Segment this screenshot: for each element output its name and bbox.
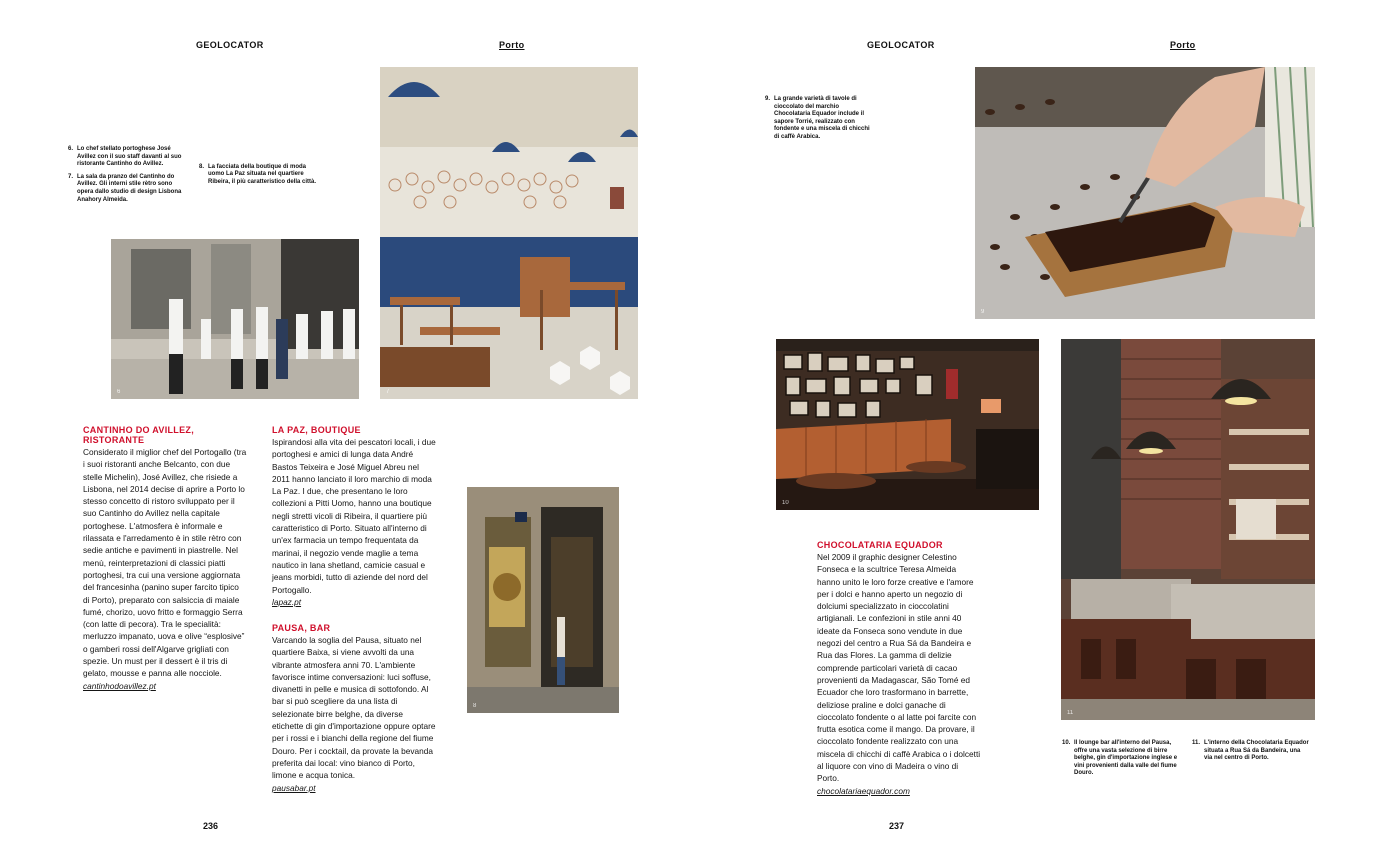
- right-page-number: 237: [889, 821, 905, 831]
- article-la-paz-body: Ispirandosi alla vita dei pescatori locali, i due portoghesi e amici di lunga data André Bastos Teixeira e José Miguel Abreu nel 2011 hanno lanciato il loro marchio di moda La Paz. I due, che presentano le loro collezioni a Pitti Uomo, hanno una boutique negli stretti vicoli di Ribeira, il quartiere più caratteristico di Porto. Situato all'interno di un'ex farmacia un tempo frequentata da marinai, il negozio vende maglie a tema nautico in lana shetland, camicie casual e jeans morbidi, tutto di aziende del nord del Portogallo.: [272, 437, 436, 595]
- photo-chef-staff: 6: [111, 239, 359, 399]
- photo-chocolataria-interior: 11: [1061, 339, 1315, 720]
- article-la-paz-title: LA PAZ, BOUTIQUE: [272, 425, 361, 435]
- left-header-city: Porto: [499, 40, 525, 50]
- photo-restaurant-interior: 7: [380, 67, 638, 399]
- caption-6: 6. Lo chef stellato portoghese José Avillez con il suo staff davanti al suo ristorante Cantinho do Avillez.: [68, 146, 182, 168]
- article-la-paz: [272, 425, 436, 608]
- left-header-section: GEOLOCATOR: [196, 40, 264, 50]
- right-header-section: GEOLOCATOR: [867, 40, 935, 50]
- article-equador-link[interactable]: chocolatariaequador.com: [817, 785, 910, 796]
- right-header-city: Porto: [1170, 40, 1196, 50]
- photo-la-paz-storefront: 8: [467, 487, 619, 713]
- article-pausa: [272, 623, 436, 794]
- left-captions-col1: [68, 146, 190, 203]
- article-pausa-body: Varcando la soglia del Pausa, situato nel quartiere Baixa, si viene avvolti da una vibrante atmosfera anni 70. L'ambiente favorisce intime conversazioni: luci soffuse, divanetti in pelle e musica di sottofondo. Al bar si può scegliere da una lista di selezionate birre belghe, da diverse etichette di gin d'importazione oppure optare per i rossi e i bianchi della regione del fiume Douro. Per i cocktail, da provate la bevanda preferita dai local: vino bianco di Porto, limone e acqua tonica.: [272, 635, 436, 781]
- photo-chocolate-bar: 9: [975, 67, 1315, 319]
- article-la-paz-link[interactable]: lapaz.pt: [272, 596, 302, 607]
- caption-10: 10. Il lounge bar all'interno del Pausa, offre una vasta selezione di birre belghe, gin d'importazione inglese e vini provenienti dalla valle del fiume Douro.: [1062, 740, 1178, 777]
- caption-8: 8. La facciata della boutique di moda uomo La Paz situata nel quartiere Ribeira, il più caratteristico della città.: [199, 163, 317, 185]
- left-page-number: 236: [203, 821, 219, 831]
- caption-9: 9. La grande varietà di tavole di cioccolato del marchio Chocolataria Equador include il sapore Torrié, realizzato con fondente e una miscela di chicchi di caffè Arabica.: [765, 96, 870, 140]
- left-captions-col2: [199, 146, 317, 191]
- article-pausa-title: PAUSA, BAR: [272, 623, 331, 633]
- article-cantinho: [83, 425, 247, 692]
- article-chocolataria-equador: [817, 540, 981, 797]
- article-cantinho-body: Considerato il miglior chef del Portogallo (tra i suoi ristoranti anche Belcanto, con due stelle Michelin), José Avillez, che risiede a Lisbona, nel 2014 decise di aprire a Porto lo stesso concetto di ristoro sviluppato per il suo Cantinho do Avillez nella capitale portoghese. L'atmosfera è informale e rilassata e l'arredamento è in stile rètro con sedie antiche e pavimenti in piastrelle. Nel menù, reinterpretazioni di classici piatti portoghesi, tra cui una versione aggiornata del francesinha (panino super farcito tipico di Porto), preparato con salsiccia di maiale fumé, chorizo, uovo fritto e formaggio Serra (con latte di pecora). Tra le specialità: merluzzo impanato, uova e olive “esplosive” o gamberi rossi dell'Algarve grigliati con spezie. Un must per il dessert è il tris di gelato, mousse e panna alle nocciole.: [83, 447, 247, 679]
- article-cantinho-link[interactable]: cantinhodoavillez.pt: [83, 680, 156, 691]
- caption-7-continued: [208, 146, 317, 154]
- article-pausa-link[interactable]: pausabar.pt: [272, 782, 316, 793]
- article-equador-body: Nel 2009 il graphic designer Celestino Fonseca e la scultrice Teresa Almeida hanno unito le loro forze creative e l'amore per i dolci e hanno aperto un negozio di dolciumi specializzato in cioccolatini artigianali. Le confezioni in stile anni 40 ideate da Fonseca sono vendute in due negozi del centro a Rua Sá da Bandeira e Rua das Flores. La gamma di delizie comprende particolari varietà di cacao provenienti da Madagascar, São Tomé ed Ecuador che loro trasformano in barrette, deliziose praline e dolci ganache di cioccolato fondente o al latte poi farcite con frutta esotica come il mango. Da provare, il cioccolato fondente realizzato con una miscela di chicchi di caffè Arabica o i dolcetti al liquore con vino di Madeira o vino di Porto.: [817, 552, 981, 784]
- caption-11: 11. L'interno della Chocolataria Equador situata a Rua Sá da Bandeira, una via nel centro di Porto.: [1192, 740, 1309, 762]
- caption-7: 7. La sala da pranzo del Cantinho do Avillez. Gli interni stile rètro sono opera dallo studio di design Lisbona Anahory Almeida.: [68, 173, 182, 203]
- article-cantinho-title: CANTINHO DO AVILLEZ, RISTORANTE: [83, 425, 194, 445]
- photo-pausa-lounge: 10: [776, 339, 1039, 510]
- article-equador-title: CHOCOLATARIA EQUADOR: [817, 540, 943, 550]
